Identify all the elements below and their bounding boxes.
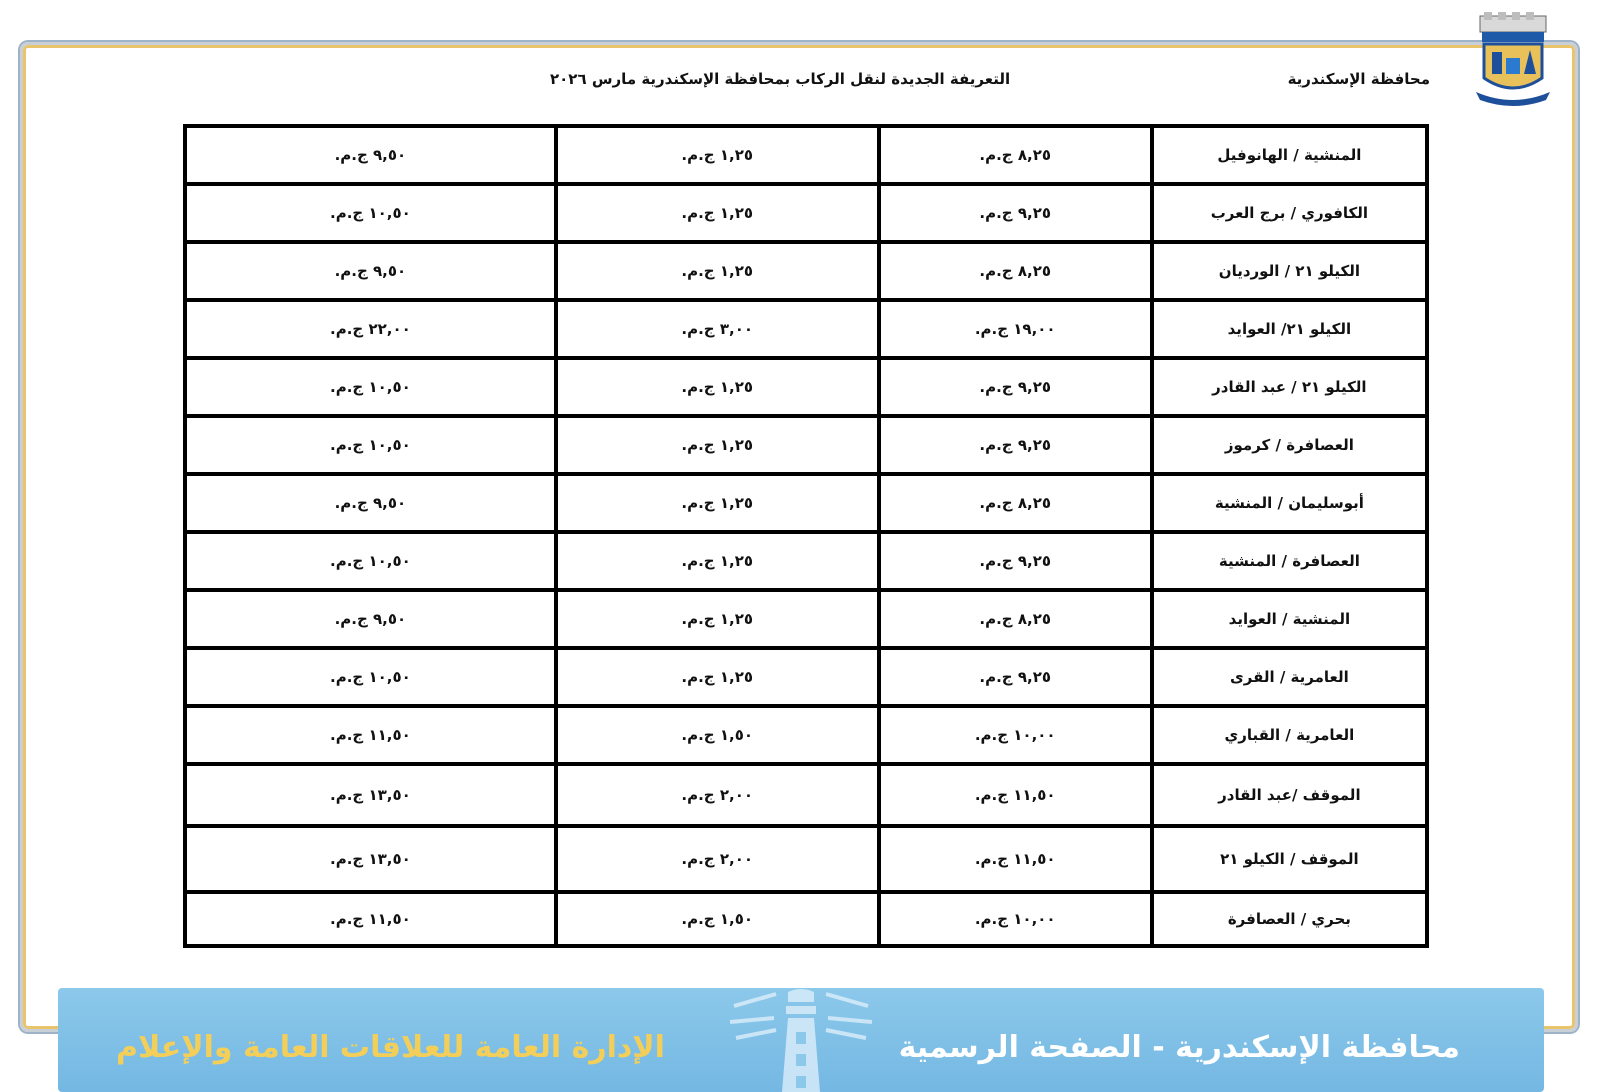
- fares-table: [183, 124, 1429, 948]
- route-cell: المنشية / العوايد: [1152, 590, 1427, 648]
- new-fare-cell: ١٠,٥٠ ج.م.: [185, 416, 556, 474]
- route-cell: العصافرة / كرموز: [1152, 416, 1427, 474]
- fare-cell: ٨,٢٥ ج.م.: [879, 242, 1152, 300]
- increase-cell: ٣,٠٠ ج.م.: [556, 300, 879, 358]
- new-fare-cell: ٩,٥٠ ج.م.: [185, 242, 556, 300]
- governorate-label: محافظة الإسكندرية: [1287, 70, 1430, 88]
- route-cell: بحري / العصافرة: [1152, 892, 1427, 946]
- route-cell: الموقف /عبد القادر: [1152, 764, 1427, 826]
- footer-department: الإدارة العامة للعلاقات العامة والإعلام: [116, 1030, 665, 1065]
- increase-cell: ١,٢٥ ج.م.: [556, 242, 879, 300]
- alexandria-emblem-icon: [1472, 12, 1554, 108]
- fare-cell: ٨,٢٥ ج.م.: [879, 126, 1152, 184]
- increase-cell: ٢,٠٠ ج.م.: [556, 826, 879, 892]
- increase-cell: ١,٢٥ ج.م.: [556, 474, 879, 532]
- fare-cell: ٨,٢٥ ج.م.: [879, 474, 1152, 532]
- fare-cell: ٩,٢٥ ج.م.: [879, 532, 1152, 590]
- increase-cell: ١,٢٥ ج.م.: [556, 590, 879, 648]
- table-row: [185, 648, 1427, 706]
- fare-cell: ١٩,٠٠ ج.م.: [879, 300, 1152, 358]
- table-row: [185, 532, 1427, 590]
- table-row: [185, 764, 1427, 826]
- new-fare-cell: ١١,٥٠ ج.م.: [185, 706, 556, 764]
- new-fare-cell: ١٠,٥٠ ج.م.: [185, 184, 556, 242]
- route-cell: الكيلو ٢١ / عبد القادر: [1152, 358, 1427, 416]
- route-cell: العامرية / القباري: [1152, 706, 1427, 764]
- increase-cell: ١,٢٥ ج.م.: [556, 126, 879, 184]
- lighthouse-icon: [726, 988, 876, 1092]
- table-row: [185, 358, 1427, 416]
- fare-cell: ٨,٢٥ ج.م.: [879, 590, 1152, 648]
- footer-banner: [58, 988, 1544, 1092]
- increase-cell: ١,٢٥ ج.م.: [556, 416, 879, 474]
- new-fare-cell: ١٠,٥٠ ج.م.: [185, 532, 556, 590]
- route-cell: الكيلو ٢١ / الورديان: [1152, 242, 1427, 300]
- new-fare-cell: ٩,٥٠ ج.م.: [185, 126, 556, 184]
- route-cell: العصافرة / المنشية: [1152, 532, 1427, 590]
- increase-cell: ١,٥٠ ج.م.: [556, 706, 879, 764]
- table-row: [185, 242, 1427, 300]
- new-fare-cell: ٢٢,٠٠ ج.م.: [185, 300, 556, 358]
- fare-cell: ٩,٢٥ ج.م.: [879, 358, 1152, 416]
- new-fare-cell: ٩,٥٠ ج.م.: [185, 590, 556, 648]
- table-row: [185, 300, 1427, 358]
- increase-cell: ١,٢٥ ج.م.: [556, 184, 879, 242]
- increase-cell: ١,٥٠ ج.م.: [556, 892, 879, 946]
- new-fare-cell: ١٠,٥٠ ج.م.: [185, 358, 556, 416]
- increase-cell: ٢,٠٠ ج.م.: [556, 764, 879, 826]
- new-fare-cell: ١٣,٥٠ ج.م.: [185, 764, 556, 826]
- route-cell: العامرية / القرى: [1152, 648, 1427, 706]
- new-fare-cell: ٩,٥٠ ج.م.: [185, 474, 556, 532]
- new-fare-cell: ١١,٥٠ ج.م.: [185, 892, 556, 946]
- new-fare-cell: ١٠,٥٠ ج.م.: [185, 648, 556, 706]
- route-cell: الكافوري / برج العرب: [1152, 184, 1427, 242]
- table-row: [185, 126, 1427, 184]
- table-row: [185, 184, 1427, 242]
- table-row: [185, 474, 1427, 532]
- fare-cell: ١١,٥٠ ج.م.: [879, 826, 1152, 892]
- route-cell: الموقف / الكيلو ٢١: [1152, 826, 1427, 892]
- fare-cell: ١١,٥٠ ج.م.: [879, 764, 1152, 826]
- table-row: [185, 590, 1427, 648]
- fare-cell: ٩,٢٥ ج.م.: [879, 416, 1152, 474]
- route-cell: أبوسليمان / المنشية: [1152, 474, 1427, 532]
- table-row: [185, 416, 1427, 474]
- table-row: [185, 892, 1427, 946]
- table-row: [185, 706, 1427, 764]
- new-fare-cell: ١٣,٥٠ ج.م.: [185, 826, 556, 892]
- route-cell: الكيلو ٢١/ العوايد: [1152, 300, 1427, 358]
- table-row: [185, 826, 1427, 892]
- fare-cell: ٩,٢٥ ج.م.: [879, 648, 1152, 706]
- fare-cell: ١٠,٠٠ ج.م.: [879, 892, 1152, 946]
- footer-page-name: محافظة الإسكندرية - الصفحة الرسمية: [898, 1030, 1460, 1065]
- fare-cell: ٩,٢٥ ج.م.: [879, 184, 1152, 242]
- increase-cell: ١,٢٥ ج.م.: [556, 648, 879, 706]
- document-title: التعريفة الجديدة لنقل الركاب بمحافظة الإسكندرية مارس ٢٠٢٦: [550, 70, 1011, 88]
- increase-cell: ١,٢٥ ج.م.: [556, 358, 879, 416]
- route-cell: المنشية / الهانوفيل: [1152, 126, 1427, 184]
- fare-cell: ١٠,٠٠ ج.م.: [879, 706, 1152, 764]
- increase-cell: ١,٢٥ ج.م.: [556, 532, 879, 590]
